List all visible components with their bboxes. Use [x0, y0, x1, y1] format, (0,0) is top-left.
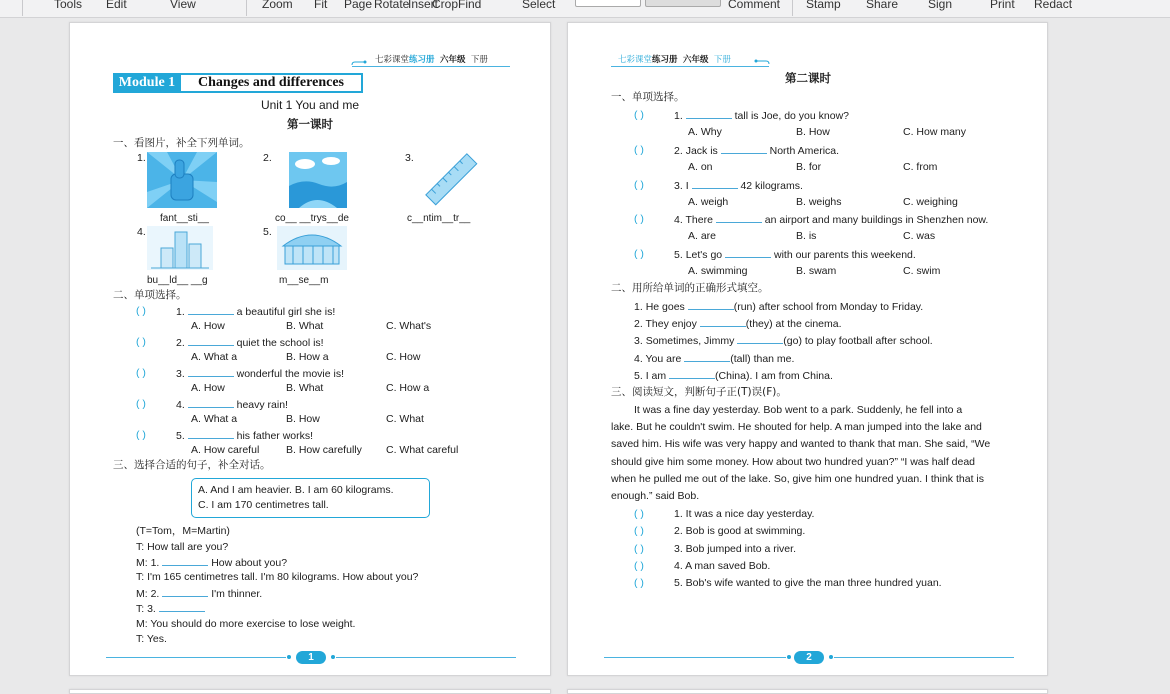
footer-line	[106, 657, 286, 658]
option-a: A. Why	[688, 126, 722, 138]
answer-paren[interactable]: ( )	[634, 248, 644, 260]
toolbar-item[interactable]: Tools	[54, 0, 83, 11]
question	[674, 179, 803, 193]
fill-item	[634, 334, 933, 348]
header-book: 练习册	[652, 55, 678, 65]
fill-item	[634, 300, 923, 314]
building-icon	[147, 226, 213, 270]
answer-blank[interactable]	[721, 144, 767, 154]
option-a: A. How	[191, 382, 225, 394]
section-1-title: 一、单项选择。	[611, 91, 685, 103]
item-text: I am	[645, 370, 667, 382]
footer-dot	[331, 655, 335, 659]
answer-paren[interactable]: ( )	[634, 525, 644, 537]
answer-paren[interactable]: ( )	[634, 577, 644, 589]
question-text: 42 kilograms.	[740, 180, 803, 192]
toolbar-item[interactable]: Page	[344, 0, 373, 11]
answer-paren[interactable]: ( )	[634, 213, 644, 225]
option-a: A. What a	[191, 413, 238, 425]
sentence-options-line: A. And I am heavier. B. I am 60 kilograms.	[198, 484, 394, 496]
item-number: 1.	[137, 152, 146, 164]
header-term: 下册	[713, 55, 731, 65]
item-number: 5.	[263, 226, 272, 238]
judgement-statement: 1. It was a nice day yesterday.	[674, 508, 815, 520]
word-clue: c__ntim__tr__	[407, 213, 471, 224]
footer-dot	[287, 655, 291, 659]
question-number: 4.	[674, 214, 683, 226]
toolbar-separator	[246, 0, 247, 16]
item-number: 3.	[405, 152, 414, 164]
question	[674, 248, 916, 262]
section-2-title: 二、单项选择。	[113, 289, 187, 301]
answer-blank[interactable]	[716, 213, 762, 223]
passage-line: lake. But he couldn't swim. He shouted for help. A man jumped into the lake and	[611, 421, 982, 433]
question-number: 4.	[176, 399, 185, 411]
option-a: A. are	[688, 230, 717, 242]
option-b: B. What	[286, 320, 324, 332]
section-2-title: 二、用所给单词的正确形式填空。	[611, 282, 769, 294]
toolbar-item[interactable]: Find	[458, 0, 482, 11]
dialogue-line	[136, 556, 287, 570]
option-c: C. from	[903, 161, 938, 173]
toolbar-item[interactable]: Select	[522, 0, 556, 11]
question	[176, 367, 344, 381]
judgement-statement: 4. A man saved Bob.	[674, 560, 771, 572]
judgement-statement: 2. Bob is good at swimming.	[674, 525, 806, 537]
top-toolbar	[0, 0, 1170, 18]
dialogue-prefix: T: 3.	[136, 603, 156, 615]
option-b: B. weighs	[796, 196, 842, 208]
zoom-select[interactable]	[575, 0, 641, 7]
answer-blank[interactable]	[688, 300, 734, 310]
sentence-options-line: C. I am 170 centimetres tall.	[198, 499, 329, 511]
unit-title: Unit 1 You and me	[260, 98, 360, 112]
option-a: A. How	[191, 320, 225, 332]
fill-item	[634, 317, 842, 331]
header-series: 七彩课堂	[618, 55, 653, 65]
question	[674, 213, 988, 227]
option-b: B. What	[286, 382, 324, 394]
passage-line: saved him. His wife was very happy and wanted to thank that man. She said, “We	[611, 438, 991, 450]
item-text: (run) after school from Monday to Friday.	[733, 301, 924, 313]
header-grade: 六年级	[439, 55, 466, 65]
dialogue-prefix: M: 2.	[136, 588, 160, 600]
section-3-title: 三、选择合适的句子，补全对话。	[113, 459, 271, 471]
question-text: tall is Joe, do you know?	[734, 110, 850, 122]
item-text: (China). I am from China.	[715, 370, 833, 382]
dialogue-line	[136, 587, 262, 601]
toolbar-separator	[792, 0, 793, 16]
judgement-statement: 5. Bob's wife wanted to give the man three hundred yuan.	[674, 577, 942, 589]
module-title: Changes and differences	[181, 73, 363, 93]
option-b: B. How	[796, 126, 830, 138]
answer-blank[interactable]	[188, 305, 234, 315]
toolbar-item[interactable]: Print	[990, 0, 1015, 11]
passage-line: It was a fine day yesterday. Bob went to a park. Suddenly, he fell into a	[634, 404, 963, 416]
toolbar-item[interactable]: Stamp	[806, 0, 841, 11]
option-a: A. weigh	[688, 196, 729, 208]
toolbar-item[interactable]: Share	[866, 0, 899, 11]
toolbar-item[interactable]: Redact	[1034, 0, 1073, 11]
question-number: 3.	[176, 368, 185, 380]
dialogue-line: T: I'm 165 centimetres tall. I'm 80 kilograms. How about you?	[136, 571, 419, 583]
option-c: C. weighing	[903, 196, 958, 208]
countryside-icon	[289, 152, 347, 208]
question-text: his father works!	[236, 430, 314, 442]
answer-blank[interactable]	[188, 336, 234, 346]
answer-paren[interactable]: ( )	[634, 508, 644, 520]
answer-blank[interactable]	[700, 317, 746, 327]
fill-item	[634, 369, 833, 383]
footer-dot	[829, 655, 833, 659]
judgement-statement: 3. Bob jumped into a river.	[674, 543, 796, 555]
answer-paren[interactable]: ( )	[136, 367, 146, 379]
question	[176, 398, 288, 412]
page-number: 1	[296, 651, 326, 664]
toolbar-item[interactable]: Crop	[432, 0, 459, 11]
question	[674, 109, 849, 123]
dialogue-line: T: How tall are you?	[136, 541, 229, 553]
toolbar-separator	[22, 0, 23, 16]
item-number: 3.	[634, 335, 643, 347]
answer-blank[interactable]	[162, 556, 208, 566]
document-page-2	[567, 22, 1048, 676]
option-b: B. How	[286, 413, 320, 425]
option-c: C. What's	[386, 320, 432, 332]
answer-blank[interactable]	[725, 248, 771, 258]
answer-paren[interactable]: ( )	[634, 144, 644, 156]
item-text: Sometimes, Jimmy	[645, 335, 735, 347]
option-b: B. How carefully	[286, 444, 362, 456]
answer-paren[interactable]: ( )	[136, 305, 146, 317]
footer-line	[604, 657, 786, 658]
answer-blank[interactable]	[162, 587, 208, 597]
question-text: a beautiful girl she is!	[236, 306, 336, 318]
option-c: C. swim	[903, 265, 941, 277]
sentence-options-box	[191, 478, 430, 518]
dialogue-text: I'm thinner.	[211, 588, 263, 600]
question	[176, 429, 313, 443]
answer-blank[interactable]	[684, 352, 730, 362]
word-clue: fant__sti__	[160, 213, 209, 224]
question-text: quiet the school is!	[236, 337, 324, 349]
answer-blank[interactable]	[669, 369, 715, 379]
option-c: C. How many	[903, 126, 967, 138]
answer-blank[interactable]	[686, 109, 732, 119]
answer-paren[interactable]: ( )	[634, 560, 644, 572]
item-number: 4.	[137, 226, 146, 238]
toolbar-item[interactable]: Sign	[928, 0, 953, 11]
item-number: 2.	[263, 152, 272, 164]
option-a: A. How careful	[191, 444, 260, 456]
header-line	[352, 66, 510, 67]
question-text: I	[685, 180, 689, 192]
header-grade: 六年级	[682, 55, 709, 65]
fill-item	[634, 352, 794, 366]
toolbar-item[interactable]: Comment	[728, 0, 781, 11]
word-clue: co__ __trys__de	[275, 213, 349, 224]
item-number: 1.	[634, 301, 643, 313]
answer-paren[interactable]: ( )	[634, 543, 644, 555]
question	[176, 305, 335, 319]
item-text: (they) at the cinema.	[745, 318, 842, 330]
answer-blank[interactable]	[188, 429, 234, 439]
word-clue: bu__ld__ __g	[147, 275, 208, 286]
dialogue-key: (T=Tom，M=Martin)	[136, 525, 230, 537]
item-number: 2.	[634, 318, 643, 330]
museum-icon	[277, 226, 347, 270]
header-arrow-icon	[754, 56, 770, 66]
option-c: C. What careful	[386, 444, 459, 456]
document-page-4-edge	[567, 689, 1048, 694]
answer-blank[interactable]	[188, 398, 234, 408]
ruler-icon	[425, 152, 479, 208]
module-label: Module 1	[113, 73, 181, 93]
item-number: 5.	[634, 370, 643, 382]
lesson-title: 第二课时	[785, 71, 831, 85]
dialogue-text: How about you?	[211, 557, 288, 569]
question-text: with our parents this weekend.	[773, 249, 916, 261]
question-text: North America.	[769, 145, 840, 157]
option-b: B. swam	[796, 265, 837, 277]
toolbar-item[interactable]: Fit	[314, 0, 328, 11]
option-c: C. How	[386, 351, 421, 363]
question-number: 2.	[674, 145, 683, 157]
option-c: C. What	[386, 413, 424, 425]
section-1-title: 一、看图片，补全下列单词。	[113, 137, 250, 149]
dialogue-line: M: You should do more exercise to lose weight.	[136, 618, 356, 630]
question-number: 5.	[176, 430, 185, 442]
passage-line: enough.” said Bob.	[611, 490, 700, 502]
question-text: Let's go	[685, 249, 723, 261]
answer-blank[interactable]	[159, 602, 205, 612]
answer-paren[interactable]: ( )	[634, 179, 644, 191]
page-number: 2	[794, 651, 824, 664]
item-text: They enjoy	[645, 318, 697, 330]
item-number: 4.	[634, 353, 643, 365]
option-b: B. is	[796, 230, 817, 242]
answer-paren[interactable]: ( )	[136, 429, 146, 441]
module-banner	[113, 73, 363, 93]
option-a: A. swimming	[688, 265, 748, 277]
header-book: 练习册	[409, 55, 435, 65]
question-number: 3.	[674, 180, 683, 192]
answer-blank[interactable]	[188, 367, 234, 377]
passage-line: when he pulled me out of the lake. So, give him one hundred yuan. I think that is	[611, 473, 984, 485]
passage-line: should give him some money. How about two hundred yuan?” “I was half dead	[611, 456, 976, 468]
item-text: (tall) than me.	[730, 353, 795, 365]
footer-dot	[787, 655, 791, 659]
document-page-1	[69, 22, 551, 676]
lesson-title: 第一课时	[287, 117, 333, 131]
answer-paren[interactable]: ( )	[136, 336, 146, 348]
option-b: B. for	[796, 161, 822, 173]
word-clue: m__se__m	[279, 275, 329, 286]
dialogue-line	[136, 602, 205, 616]
question-text: an airport and many buildings in Shenzhen now.	[764, 214, 989, 226]
question-number: 2.	[176, 337, 185, 349]
header-line	[611, 66, 769, 67]
document-page-3-edge	[69, 689, 551, 694]
toolbar-item[interactable]: View	[170, 0, 196, 11]
header-term: 下册	[470, 55, 488, 65]
question-text: Jack is	[685, 145, 718, 157]
footer-line	[834, 657, 1014, 658]
question	[674, 144, 839, 158]
header-series: 七彩课堂	[375, 55, 410, 65]
option-c: C. was	[903, 230, 936, 242]
option-b: B. How a	[286, 351, 329, 363]
question-number: 5.	[674, 249, 683, 261]
item-text: You are	[645, 353, 682, 365]
item-text: He goes	[645, 301, 685, 313]
toolbar-item[interactable]: Zoom	[262, 0, 293, 11]
option-a: A. What a	[191, 351, 238, 363]
toolbar-item[interactable]: Insert	[408, 0, 439, 11]
option-c: C. How a	[386, 382, 430, 394]
question-number: 1.	[674, 110, 683, 122]
question-text: There	[685, 214, 713, 226]
answer-paren[interactable]: ( )	[634, 109, 644, 121]
footer-line	[336, 657, 516, 658]
hand-icon	[147, 152, 217, 208]
question	[176, 336, 324, 350]
toolbar-item[interactable]: Edit	[106, 0, 127, 11]
answer-paren[interactable]: ( )	[136, 398, 146, 410]
option-a: A. on	[688, 161, 713, 173]
question-text: wonderful the movie is!	[236, 368, 344, 380]
dialogue-line: T: Yes.	[136, 633, 167, 645]
item-text: (go) to play football after school.	[783, 335, 933, 347]
view-mode-select[interactable]	[645, 0, 721, 7]
question-text: heavy rain!	[236, 399, 288, 411]
question-number: 1.	[176, 306, 185, 318]
answer-blank[interactable]	[692, 179, 738, 189]
section-3-title: 三、阅读短文，判断句子正(T)误(F)。	[611, 386, 787, 398]
dialogue-prefix: M: 1.	[136, 557, 160, 569]
answer-blank[interactable]	[737, 334, 783, 344]
toolbar-item[interactable]: Rotate	[374, 0, 410, 11]
